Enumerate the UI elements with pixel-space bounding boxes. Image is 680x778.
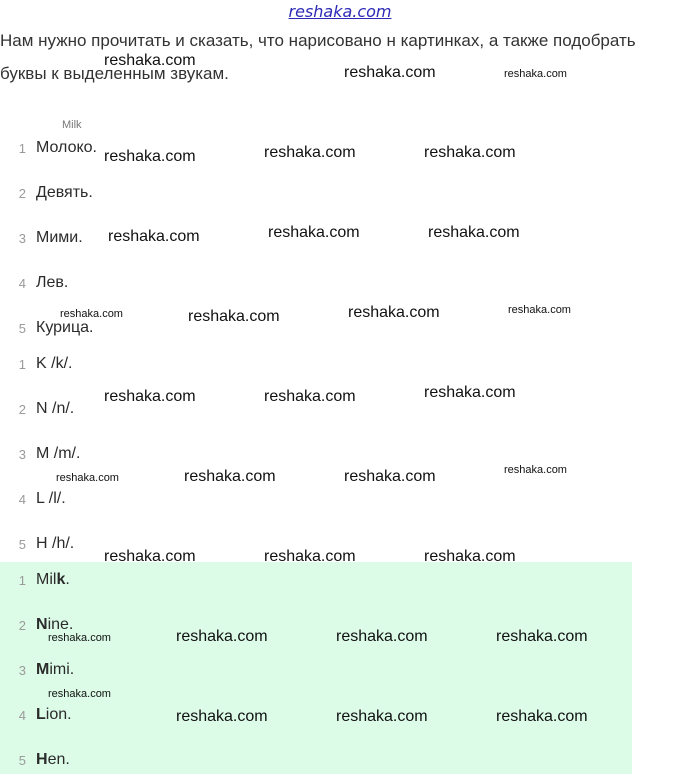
- answer-text-part: ion.: [45, 706, 72, 723]
- watermark: reshaka.com: [60, 308, 123, 320]
- watermark: reshaka.com: [508, 304, 571, 316]
- watermark: reshaka.com: [424, 384, 516, 401]
- highlighted-letter: L: [36, 706, 46, 723]
- question-row: [0, 223, 83, 253]
- watermark: reshaka.com: [264, 388, 356, 405]
- row-text: [36, 706, 72, 724]
- row-text: L /l/.: [36, 490, 66, 507]
- row-text: [36, 571, 70, 589]
- answer-row: [0, 700, 72, 730]
- watermark: reshaka.com: [184, 468, 276, 485]
- watermark: reshaka.com: [176, 628, 268, 645]
- highlighted-letter: H: [36, 751, 48, 768]
- row-text: N /n/.: [36, 400, 75, 417]
- row-text: [36, 661, 74, 679]
- watermark: reshaka.com: [108, 228, 200, 245]
- row-number: 4: [18, 275, 26, 291]
- row-number: 1: [18, 572, 26, 588]
- watermark: reshaka.com: [336, 708, 428, 725]
- row-number: 2: [18, 617, 26, 633]
- row-number: 1: [18, 356, 26, 372]
- row-text: Молоко.: [36, 139, 97, 156]
- task-description: Нам нужно прочитать и сказать, что нарисовано н картинках, а также подобрать буквы к выделенным звукам.: [0, 31, 636, 83]
- watermark: reshaka.com: [428, 224, 520, 241]
- highlighted-letter: N: [36, 616, 48, 633]
- watermark: reshaka.com: [496, 628, 588, 645]
- row-number: 2: [18, 185, 26, 201]
- watermark: reshaka.com: [344, 64, 436, 81]
- watermark: reshaka.com: [336, 628, 428, 645]
- answer-row: [0, 565, 70, 595]
- row-text: Девять.: [36, 184, 93, 201]
- watermark: reshaka.com: [56, 472, 119, 484]
- answer-row: [0, 655, 74, 685]
- row-text: Лев.: [36, 274, 69, 291]
- watermark: reshaka.com: [104, 148, 196, 165]
- watermark: reshaka.com: [424, 144, 516, 161]
- row-text: Курица.: [36, 319, 94, 336]
- highlighted-letter: M: [36, 661, 50, 678]
- cropped-image-fragment: Milk: [62, 119, 82, 129]
- row-number: 3: [18, 446, 26, 462]
- answer-text-part: .: [65, 571, 70, 588]
- row-number: 5: [18, 536, 26, 552]
- watermark: reshaka.com: [264, 144, 356, 161]
- highlighted-letter: k: [56, 571, 66, 588]
- watermark: reshaka.com: [268, 224, 360, 241]
- watermark: reshaka.com: [104, 548, 196, 565]
- answer-text-part: ine.: [47, 616, 74, 633]
- sound-row: [0, 529, 74, 559]
- watermark: reshaka.com: [264, 548, 356, 565]
- sound-row: [0, 484, 66, 514]
- answer-row: [0, 745, 70, 775]
- row-number: 4: [18, 707, 26, 723]
- question-row: [0, 268, 68, 298]
- answer-text-part: imi.: [49, 661, 75, 678]
- watermark: reshaka.com: [424, 548, 516, 565]
- question-row: [0, 178, 93, 208]
- watermark: reshaka.com: [48, 632, 111, 644]
- question-row: [0, 133, 97, 163]
- site-logo-link[interactable]: reshaka.com: [288, 2, 392, 21]
- row-text: K /k/.: [36, 355, 73, 372]
- row-number: 3: [18, 230, 26, 246]
- row-number: 3: [18, 662, 26, 678]
- row-text: Мими.: [36, 229, 83, 246]
- watermark: reshaka.com: [504, 464, 567, 476]
- row-number: 4: [18, 491, 26, 507]
- row-text: M /m/.: [36, 445, 81, 462]
- watermark: reshaka.com: [104, 388, 196, 405]
- watermark: reshaka.com: [188, 308, 280, 325]
- row-text: [36, 751, 70, 769]
- watermark: reshaka.com: [496, 708, 588, 725]
- watermark: reshaka.com: [48, 688, 111, 700]
- row-number: 5: [18, 752, 26, 768]
- sound-row: [0, 394, 74, 424]
- watermark: reshaka.com: [344, 468, 436, 485]
- watermark: reshaka.com: [176, 708, 268, 725]
- watermark: reshaka.com: [504, 68, 567, 80]
- row-number: 5: [18, 320, 26, 336]
- row-text: H /h/.: [36, 535, 75, 552]
- answer-text-part: Mil: [36, 571, 57, 588]
- sound-row: [0, 349, 72, 379]
- watermark: reshaka.com: [348, 304, 440, 321]
- row-number: 2: [18, 401, 26, 417]
- row-number: 1: [18, 140, 26, 156]
- answer-text-part: en.: [47, 751, 70, 768]
- sound-row: [0, 439, 80, 469]
- watermark: reshaka.com: [104, 52, 196, 69]
